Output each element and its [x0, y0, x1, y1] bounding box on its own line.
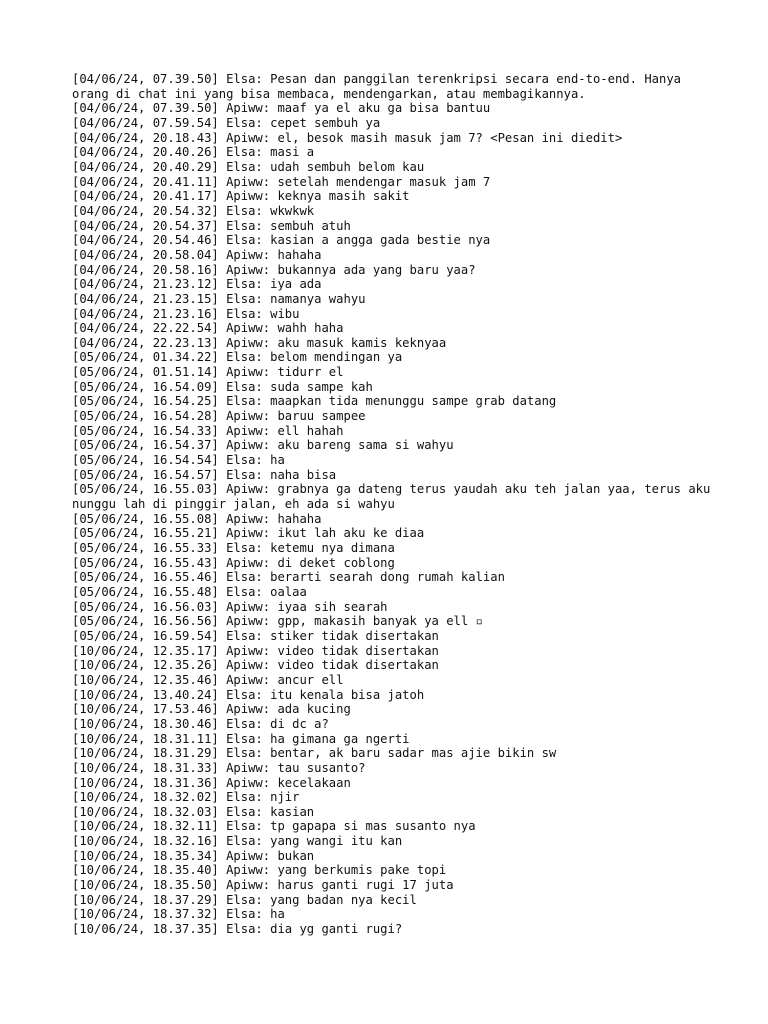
chat-message-line: [05/06/24, 16.54.09] Elsa: suda sampe kah [72, 379, 373, 394]
chat-message-line: [05/06/24, 01.51.14] Apiww: tidurr el [72, 365, 344, 380]
chat-message-line: [04/06/24, 20.54.46] Elsa: kasian a angga gada bestie nya [72, 233, 491, 248]
chat-message-line: [10/06/24, 13.40.24] Elsa: itu kenala bisa jatoh [72, 687, 425, 702]
chat-message-line: [05/06/24, 16.55.43] Apiww: di deket coblong [72, 555, 395, 570]
chat-message-line: [10/06/24, 18.31.36] Apiww: kecelakaan [72, 775, 351, 790]
chat-message-line: [10/06/24, 18.30.46] Elsa: di dc a? [72, 716, 329, 731]
chat-message-line: [05/06/24, 16.55.03] Apiww: grabnya ga dateng terus yaudah aku teh jalan yaa, terus aku nunggu lah di pinggir jalan, eh ada si wahyu [72, 482, 718, 512]
chat-message-line: [04/06/24, 20.40.29] Elsa: udah sembuh belom kau [72, 159, 425, 174]
chat-message-line: [10/06/24, 18.32.11] Elsa: tp gapapa si mas susanto nya [72, 819, 476, 834]
chat-message-line: [04/06/24, 20.54.32] Elsa: wkwkwk [72, 203, 315, 218]
chat-message-line: [04/06/24, 22.22.54] Apiww: wahh haha [72, 321, 344, 336]
chat-message-line: [10/06/24, 18.37.29] Elsa: yang badan nya kecil [72, 892, 417, 907]
chat-message-line: [10/06/24, 18.31.33] Apiww: tau susanto? [72, 760, 366, 775]
chat-message-line: [10/06/24, 18.35.50] Apiww: harus ganti rugi 17 juta [72, 878, 454, 893]
chat-message-line: [05/06/24, 01.34.22] Elsa: belom mendingan ya [72, 350, 403, 365]
chat-message-line: [10/06/24, 18.31.11] Elsa: ha gimana ga ngerti [72, 731, 410, 746]
chat-message-line: [04/06/24, 07.39.50] Elsa: Pesan dan panggilan terenkripsi secara end-to-end. Hanya orang di chat ini yang bisa membaca, mendengarkan, atau membagikannya. [72, 72, 689, 101]
chat-message-line: [05/06/24, 16.55.21] Apiww: ikut lah aku ke diaa [72, 526, 425, 541]
chat-message-line: [05/06/24, 16.59.54] Elsa: stiker tidak disertakan [72, 628, 439, 643]
chat-message-line: [05/06/24, 16.55.08] Apiww: hahaha [72, 511, 322, 526]
chat-log [72, 72, 718, 937]
chat-message-line: [05/06/24, 16.54.25] Elsa: maapkan tida menunggu sampe grab datang [72, 394, 557, 409]
chat-message-line: [05/06/24, 16.55.33] Elsa: ketemu nya dimana [72, 541, 395, 555]
chat-message-line: [04/06/24, 07.59.54] Elsa: cepet sembuh ya [72, 115, 381, 130]
chat-message-line: [10/06/24, 17.53.46] Apiww: ada kucing [72, 702, 351, 717]
chat-message-line: [10/06/24, 12.35.17] Apiww: video tidak disertakan [72, 643, 439, 658]
chat-message-line: [04/06/24, 20.58.16] Apiww: bukannya ada yang baru yaa? [72, 262, 476, 277]
chat-message-line: [04/06/24, 20.18.43] Apiww: el, besok masih masuk jam 7? <Pesan ini diedit> [72, 130, 623, 145]
chat-message-line: [10/06/24, 12.35.26] Apiww: video tidak disertakan [72, 658, 439, 673]
chat-message-line: [10/06/24, 18.35.34] Apiww: bukan [72, 848, 315, 863]
chat-message-line: [10/06/24, 18.35.40] Apiww: yang berkumis pake topi [72, 863, 447, 878]
chat-message-line: [04/06/24, 20.54.37] Elsa: sembuh atuh [72, 218, 351, 233]
chat-message-line: [10/06/24, 18.37.35] Elsa: dia yg ganti rugi? [72, 922, 403, 937]
chat-message-line: [05/06/24, 16.56.56] Apiww: gpp, makasih banyak ya ell ▫ [72, 614, 483, 629]
chat-message-line: [10/06/24, 12.35.46] Apiww: ancur ell [72, 672, 344, 687]
chat-message-line: [05/06/24, 16.54.28] Apiww: baruu sampee [72, 409, 366, 424]
chat-message-line: [10/06/24, 18.32.02] Elsa: njir [72, 790, 300, 805]
chat-message-line: [10/06/24, 18.31.29] Elsa: bentar, ak baru sadar mas ajie bikin sw [72, 746, 557, 761]
chat-message-line: [04/06/24, 22.23.13] Apiww: aku masuk kamis keknyaa [72, 335, 447, 350]
chat-message-line: [05/06/24, 16.55.48] Elsa: oalaa [72, 584, 307, 599]
chat-message-line: [10/06/24, 18.32.16] Elsa: yang wangi itu kan [72, 834, 403, 849]
chat-message-line: [05/06/24, 16.56.03] Apiww: iyaa sih searah [72, 599, 388, 614]
chat-message-line: [04/06/24, 21.23.12] Elsa: iya ada [72, 277, 322, 292]
chat-message-line: [05/06/24, 16.54.57] Elsa: naha bisa [72, 467, 337, 482]
chat-message-line: [04/06/24, 20.40.26] Elsa: masi a [72, 145, 315, 160]
chat-message-line: [04/06/24, 21.23.15] Elsa: namanya wahyu [72, 291, 366, 306]
chat-message-line: [05/06/24, 16.55.46] Elsa: berarti searah dong rumah kalian [72, 570, 505, 585]
chat-message-line: [10/06/24, 18.37.32] Elsa: ha [72, 907, 285, 922]
chat-message-line: [04/06/24, 07.39.50] Apiww: maaf ya el aku ga bisa bantuu [72, 101, 491, 116]
chat-message-line: [04/06/24, 20.41.17] Apiww: keknya masih sakit [72, 189, 410, 204]
chat-message-line: [04/06/24, 20.58.04] Apiww: hahaha [72, 247, 322, 262]
chat-message-line: [04/06/24, 21.23.16] Elsa: wibu [72, 306, 300, 321]
chat-message-line: [05/06/24, 16.54.54] Elsa: ha [72, 453, 285, 468]
chat-message-line: [05/06/24, 16.54.37] Apiww: aku bareng sama si wahyu [72, 438, 454, 453]
chat-message-line: [04/06/24, 20.41.11] Apiww: setelah mendengar masuk jam 7 [72, 174, 491, 189]
chat-message-line: [05/06/24, 16.54.33] Apiww: ell hahah [72, 423, 344, 438]
chat-message-line: [10/06/24, 18.32.03] Elsa: kasian [72, 804, 315, 819]
